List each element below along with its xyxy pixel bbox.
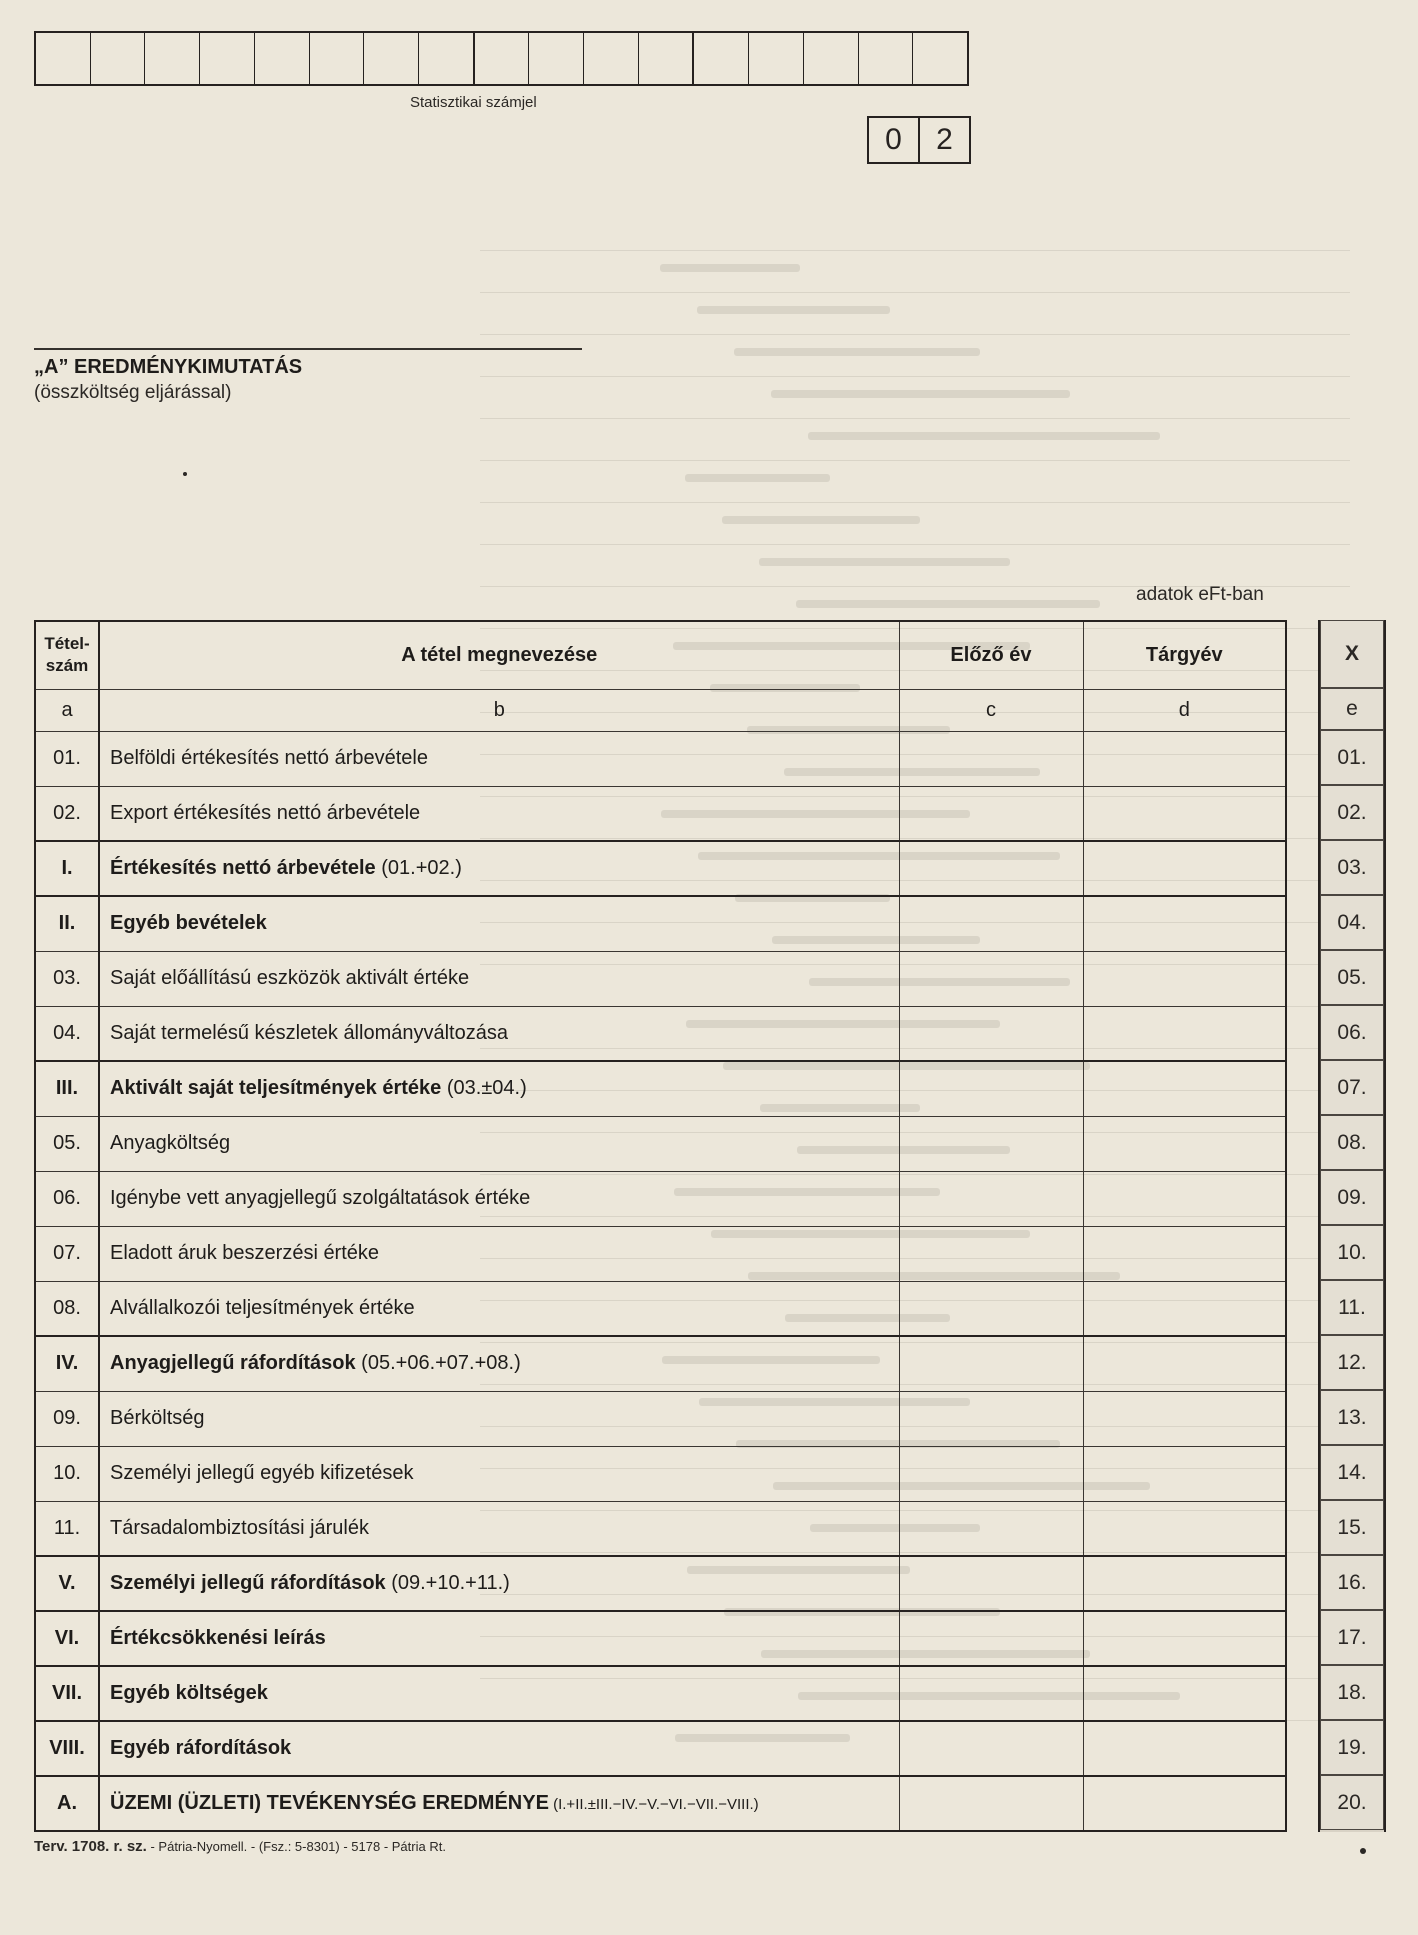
table-header-row bbox=[35, 621, 1286, 689]
current-year-value[interactable] bbox=[1083, 841, 1286, 896]
current-year-value[interactable] bbox=[1083, 1391, 1286, 1446]
column-letter: c bbox=[899, 689, 1083, 731]
item-label: Értékcsökkenési leírás bbox=[110, 1627, 326, 1649]
item-name-cell bbox=[99, 1006, 899, 1061]
item-label: Igénybe vett anyagjellegű szolgáltatások értéke bbox=[110, 1187, 531, 1209]
previous-year-value[interactable] bbox=[899, 1226, 1083, 1281]
item-label: Anyagköltség bbox=[110, 1132, 231, 1154]
previous-year-value[interactable] bbox=[899, 1446, 1083, 1501]
item-number: A. bbox=[35, 1776, 99, 1831]
item-number: VI. bbox=[35, 1611, 99, 1666]
previous-year-value[interactable] bbox=[899, 1666, 1083, 1721]
current-year-value[interactable] bbox=[1083, 896, 1286, 951]
item-name-cell bbox=[99, 1391, 899, 1446]
item-number: V. bbox=[35, 1556, 99, 1611]
stat-digit-box[interactable] bbox=[364, 33, 419, 84]
item-label: Egyéb költségek bbox=[110, 1682, 268, 1704]
stat-number-boxes bbox=[34, 31, 969, 86]
current-year-value[interactable] bbox=[1083, 1336, 1286, 1391]
column-letter: b bbox=[99, 689, 899, 731]
stat-digit-box[interactable] bbox=[694, 33, 749, 84]
form-code-box bbox=[867, 116, 971, 164]
row-number: 09. bbox=[1320, 1170, 1384, 1225]
header-previous-year: Előző év bbox=[899, 621, 1083, 689]
item-label: Személyi jellegű ráfordítások bbox=[110, 1572, 386, 1594]
row-number: 19. bbox=[1320, 1720, 1384, 1775]
item-name-cell bbox=[99, 1556, 899, 1611]
stat-digit-box[interactable] bbox=[584, 33, 639, 84]
ghost-text bbox=[660, 264, 800, 272]
ghost-text bbox=[796, 600, 1100, 608]
printer-info: - Pátria-Nyomell. - (Fsz.: 5-8301) - 5178 - Pátria Rt. bbox=[146, 1839, 446, 1854]
item-label: Egyéb bevételek bbox=[110, 912, 267, 935]
current-year-value[interactable] bbox=[1083, 1721, 1286, 1776]
previous-year-value[interactable] bbox=[899, 1171, 1083, 1226]
row-number: 06. bbox=[1320, 1005, 1384, 1060]
ghost-line bbox=[480, 544, 1350, 545]
previous-year-value[interactable] bbox=[899, 841, 1083, 896]
column-letter: d bbox=[1083, 689, 1286, 731]
current-year-value[interactable] bbox=[1083, 1116, 1286, 1171]
previous-year-value[interactable] bbox=[899, 1501, 1083, 1556]
table-row bbox=[35, 731, 1286, 786]
row-number: 02. bbox=[1320, 785, 1384, 840]
current-year-value[interactable] bbox=[1083, 1226, 1286, 1281]
row-number: 12. bbox=[1320, 1335, 1384, 1390]
item-formula: (01.+02.) bbox=[375, 857, 462, 879]
income-statement-table bbox=[34, 620, 1287, 1832]
row-number: 18. bbox=[1320, 1665, 1384, 1720]
current-year-value[interactable] bbox=[1083, 1061, 1286, 1116]
row-number: 14. bbox=[1320, 1445, 1384, 1500]
stat-digit-box[interactable] bbox=[639, 33, 695, 84]
stat-digit-box[interactable] bbox=[475, 33, 530, 84]
item-label: Aktivált saját teljesítmények értéke bbox=[110, 1077, 442, 1100]
previous-year-value[interactable] bbox=[899, 1556, 1083, 1611]
item-name-cell bbox=[99, 731, 899, 786]
table-row bbox=[35, 1556, 1286, 1611]
current-year-value[interactable] bbox=[1083, 1776, 1286, 1831]
table-row bbox=[35, 1336, 1286, 1391]
strip-letter: e bbox=[1320, 688, 1384, 730]
item-formula: (I.+II.±III.−IV.−V.−VI.−VII.−VIII.) bbox=[548, 1796, 759, 1813]
table-row bbox=[35, 1006, 1286, 1061]
current-year-value[interactable] bbox=[1083, 951, 1286, 1006]
stat-digit-box[interactable] bbox=[859, 33, 914, 84]
previous-year-value[interactable] bbox=[899, 731, 1083, 786]
table-row bbox=[35, 1061, 1286, 1116]
item-number: 08. bbox=[35, 1281, 99, 1336]
previous-year-value[interactable] bbox=[899, 896, 1083, 951]
ghost-line bbox=[480, 250, 1350, 251]
table-row bbox=[35, 1446, 1286, 1501]
ghost-text bbox=[685, 474, 830, 482]
item-number: 01. bbox=[35, 731, 99, 786]
previous-year-value[interactable] bbox=[899, 1061, 1083, 1116]
previous-year-value[interactable] bbox=[899, 1281, 1083, 1336]
table-row bbox=[35, 786, 1286, 841]
item-formula: (05.+06.+07.+08.) bbox=[355, 1352, 521, 1375]
stat-digit-box[interactable] bbox=[36, 33, 91, 84]
document-title: „A” EREDMÉNYKIMUTATÁS bbox=[34, 356, 303, 378]
stat-digit-box[interactable] bbox=[310, 33, 365, 84]
item-number: III. bbox=[35, 1061, 99, 1116]
stat-digit-box[interactable] bbox=[200, 33, 255, 84]
current-year-value[interactable] bbox=[1083, 786, 1286, 841]
table-row bbox=[35, 1281, 1286, 1336]
item-label: Társadalombiztosítási járulék bbox=[110, 1516, 369, 1539]
item-number: IV. bbox=[35, 1336, 99, 1391]
item-number: II. bbox=[35, 896, 99, 951]
previous-year-value[interactable] bbox=[899, 1721, 1083, 1776]
item-name-cell bbox=[99, 1501, 899, 1556]
item-name-cell bbox=[99, 1336, 899, 1391]
row-number: 13. bbox=[1320, 1390, 1384, 1445]
table-row bbox=[35, 1391, 1286, 1446]
table-row bbox=[35, 1721, 1286, 1776]
item-number: VII. bbox=[35, 1666, 99, 1721]
strip-header: X bbox=[1320, 620, 1384, 688]
item-name-cell bbox=[99, 786, 899, 841]
current-year-value[interactable] bbox=[1083, 1501, 1286, 1556]
item-name-cell bbox=[99, 1116, 899, 1171]
item-formula: (03.±04.) bbox=[441, 1077, 527, 1100]
ghost-line bbox=[480, 292, 1350, 293]
stat-digit-box[interactable] bbox=[91, 33, 146, 84]
row-number: 04. bbox=[1320, 895, 1384, 950]
previous-year-value[interactable] bbox=[899, 1611, 1083, 1666]
header-current-year: Tárgyév bbox=[1083, 621, 1286, 689]
item-label: Eladott áruk beszerzési értéke bbox=[110, 1242, 380, 1264]
ghost-line bbox=[480, 502, 1350, 503]
item-label: Belföldi értékesítés nettó árbevétele bbox=[110, 747, 428, 769]
stray-dot bbox=[183, 472, 187, 476]
row-number: 07. bbox=[1320, 1060, 1384, 1115]
item-number: I. bbox=[35, 841, 99, 896]
stat-digit-box[interactable] bbox=[419, 33, 475, 84]
row-number: 16. bbox=[1320, 1555, 1384, 1610]
table-row bbox=[35, 951, 1286, 1006]
current-year-value[interactable] bbox=[1083, 1556, 1286, 1611]
item-label: Személyi jellegű egyéb kifizetések bbox=[110, 1462, 414, 1484]
stat-digit-box[interactable] bbox=[749, 33, 804, 84]
stat-digit-box[interactable] bbox=[529, 33, 584, 84]
ghost-text bbox=[808, 432, 1160, 440]
previous-year-value[interactable] bbox=[899, 1006, 1083, 1061]
previous-year-value[interactable] bbox=[899, 1391, 1083, 1446]
item-name-cell bbox=[99, 1666, 899, 1721]
previous-year-value[interactable] bbox=[899, 1116, 1083, 1171]
item-number: 02. bbox=[35, 786, 99, 841]
item-name-cell bbox=[99, 1226, 899, 1281]
title-rule bbox=[34, 348, 582, 350]
item-name-cell bbox=[99, 1446, 899, 1501]
item-label: Bérköltség bbox=[110, 1407, 205, 1429]
current-year-value[interactable] bbox=[1083, 731, 1286, 786]
table-row bbox=[35, 1776, 1286, 1831]
stat-digit-box[interactable] bbox=[145, 33, 200, 84]
row-number: 11. bbox=[1320, 1280, 1384, 1335]
item-name-cell bbox=[99, 841, 899, 896]
item-label: Saját előállítású eszközök aktivált értéke bbox=[110, 967, 470, 989]
item-name-cell bbox=[99, 1611, 899, 1666]
unit-note: adatok eFt-ban bbox=[1136, 584, 1264, 605]
ghost-line bbox=[480, 334, 1350, 335]
previous-year-value[interactable] bbox=[899, 786, 1083, 841]
row-number: 08. bbox=[1320, 1115, 1384, 1170]
previous-year-value[interactable] bbox=[899, 1776, 1083, 1831]
item-label: Alvállalkozói teljesítmények értéke bbox=[110, 1296, 415, 1319]
current-year-value[interactable] bbox=[1083, 1281, 1286, 1336]
item-label: Egyéb ráfordítások bbox=[110, 1737, 292, 1759]
table-row bbox=[35, 896, 1286, 951]
item-label: Saját termelésű készletek állományváltozása bbox=[110, 1021, 508, 1044]
ghost-line bbox=[480, 418, 1350, 419]
header-item-name: A tétel megnevezése bbox=[99, 621, 899, 689]
row-number: 15. bbox=[1320, 1500, 1384, 1555]
item-number: 05. bbox=[35, 1116, 99, 1171]
item-number: 10. bbox=[35, 1446, 99, 1501]
ghost-text bbox=[759, 558, 1010, 566]
row-number: 03. bbox=[1320, 840, 1384, 895]
code-digit: 2 bbox=[936, 123, 953, 156]
item-name-cell bbox=[99, 1061, 899, 1116]
column-letter: a bbox=[35, 689, 99, 731]
item-number: 11. bbox=[35, 1501, 99, 1556]
item-number: 09. bbox=[35, 1391, 99, 1446]
stat-digit-box[interactable] bbox=[255, 33, 310, 84]
item-label: Értékesítés nettó árbevétele bbox=[110, 857, 376, 879]
item-number: 04. bbox=[35, 1006, 99, 1061]
item-number: VIII. bbox=[35, 1721, 99, 1776]
current-year-value[interactable] bbox=[1083, 1006, 1286, 1061]
table-row bbox=[35, 1226, 1286, 1281]
table-row bbox=[35, 1501, 1286, 1556]
document-subtitle: (összköltség eljárással) bbox=[34, 382, 232, 403]
table-row bbox=[35, 841, 1286, 896]
ghost-text bbox=[722, 516, 920, 524]
ghost-line bbox=[480, 460, 1350, 461]
row-number: 17. bbox=[1320, 1610, 1384, 1665]
stat-digit-box[interactable] bbox=[913, 33, 967, 84]
item-label: Anyagjellegű ráfordítások bbox=[110, 1352, 356, 1375]
item-name-cell bbox=[99, 1776, 899, 1831]
item-number: 07. bbox=[35, 1226, 99, 1281]
table-row bbox=[35, 1611, 1286, 1666]
previous-year-value[interactable] bbox=[899, 951, 1083, 1006]
current-year-value[interactable] bbox=[1083, 1611, 1286, 1666]
item-label: Export értékesítés nettó árbevétele bbox=[110, 801, 421, 824]
table-row bbox=[35, 1171, 1286, 1226]
item-label: ÜZEMI (ÜZLETI) TEVÉKENYSÉG EREDMÉNYE bbox=[110, 1792, 549, 1814]
stat-digit-box[interactable] bbox=[804, 33, 859, 84]
current-year-value[interactable] bbox=[1083, 1171, 1286, 1226]
item-number: 03. bbox=[35, 951, 99, 1006]
previous-year-value[interactable] bbox=[899, 1336, 1083, 1391]
print-footer bbox=[34, 1838, 446, 1855]
ghost-text bbox=[697, 306, 890, 314]
current-year-value[interactable] bbox=[1083, 1446, 1286, 1501]
item-name-cell bbox=[99, 1171, 899, 1226]
row-number: 05. bbox=[1320, 950, 1384, 1005]
table-row bbox=[35, 1116, 1286, 1171]
row-number: 01. bbox=[1320, 730, 1384, 785]
item-formula: (09.+10.+11.) bbox=[385, 1572, 510, 1594]
stray-dot bbox=[1360, 1848, 1366, 1854]
form-code: Terv. 1708. r. sz. bbox=[34, 1838, 147, 1855]
column-letter-row bbox=[35, 689, 1286, 731]
header-item-number: Tétel- szám bbox=[35, 621, 99, 689]
item-name-cell bbox=[99, 1721, 899, 1776]
item-name-cell bbox=[99, 896, 899, 951]
ghost-text bbox=[734, 348, 980, 356]
row-number: 10. bbox=[1320, 1225, 1384, 1280]
ghost-text bbox=[771, 390, 1070, 398]
code-digit: 0 bbox=[869, 118, 920, 162]
stat-number-label: Statisztikai számjel bbox=[410, 94, 537, 111]
row-number: 20. bbox=[1320, 1775, 1384, 1830]
item-number: 06. bbox=[35, 1171, 99, 1226]
item-name-cell bbox=[99, 1281, 899, 1336]
current-year-value[interactable] bbox=[1083, 1666, 1286, 1721]
item-name-cell bbox=[99, 951, 899, 1006]
ghost-line bbox=[480, 376, 1350, 377]
row-number-strip bbox=[1318, 620, 1386, 1832]
table-row bbox=[35, 1666, 1286, 1721]
